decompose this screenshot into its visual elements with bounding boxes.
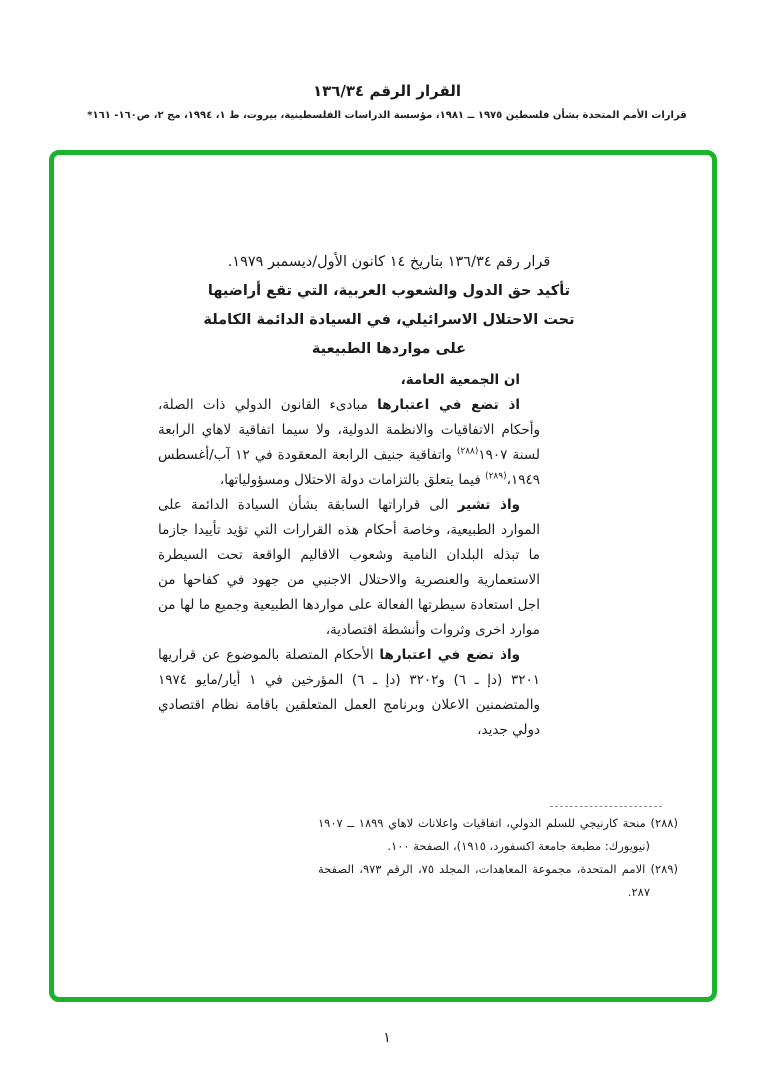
paragraph-text: الى قراراتها السابقة بشأن السيادة الدائمة على الموارد الطبيعية، وخاصة أحكام هذه القرارات التي تؤيد تأييدا جازما ما تبذله البلدان النامية وشعوب الاقاليم الواقعة تحت السيطرة الاستعمارية والعنصرية والاحتلال الاجنبي من جهود في كفاحها من اجل استعادة سيطرتها الفعالة على مواردها الطبيعية وجميع ما لها من موارد اخرى وثروات وأنشطة اقتصادية، <box>158 497 540 638</box>
paragraph-text: واتفاقية جنيف الرابعة المعقودة في ١٢ آب/أغسطس ١٩٤٩، <box>158 447 540 488</box>
resolution-title <box>174 248 604 364</box>
source-citation: قرارات الأمم المتحدة بشأن فلسطين ١٩٧٥ ــ ١٩٨١، مؤسسة الدراسات الفلسطينية، بيروت، ط ١، ١٩٩٤، مج ٢، ص١٦٠- ١٦١* <box>87 110 687 121</box>
paragraph-bearing-in-mind <box>158 643 540 743</box>
paragraph-recalling <box>158 493 540 643</box>
page-number: ١ <box>383 1030 391 1046</box>
resolution-title-line-2: تأكيد حق الدول والشعوب العربية، التي تقع أراضيها <box>207 283 571 299</box>
footnote-288: (٢٨٨) منحة كارنيجي للسلم الدولي، اتفاقيات واعلانات لاهاي ١٨٩٩ ــ ١٩٠٧ (نيويورك: مطبعة جامعة اكسفورد، ١٩١٥)، الصفحة ١٠٠. <box>318 816 678 853</box>
paragraph-lead: واذ تشير <box>457 497 520 513</box>
footnote-separator <box>550 806 662 807</box>
paragraph-lead: واذ تضع في اعتبارها <box>379 647 521 663</box>
footnotes-block <box>318 812 678 904</box>
footnote-ref-289: (٢٨٩) <box>485 471 507 482</box>
opening-paragraph <box>158 368 540 393</box>
resolution-title-line-4: على مواردها الطبيعية <box>311 341 467 357</box>
resolution-title-line-3: تحت الاحتلال الاسرائيلي، في السيادة الدائمة الكاملة <box>203 312 575 328</box>
resolution-body <box>158 368 540 743</box>
footnote-289: (٢٨٩) الامم المتحدة، مجموعة المعاهدات، المجلد ٧٥، الرقم ٩٧٣، الصفحة ٢٨٧. <box>318 862 678 899</box>
paragraph-considering <box>158 393 540 493</box>
footnote-ref-288: (٢٨٨) <box>456 446 479 457</box>
paragraph-text: فيما يتعلق بالتزامات دولة الاحتلال ومسؤولياتها، <box>219 472 486 488</box>
paragraph-text: مبادىء القانون الدولي ذات الصلة، وأحكام الاتفاقيات والانظمة الدولية، ولا سيما اتفاقية لاهاي الرابعة لسنة ١٩٠٧ <box>158 397 540 463</box>
page-header-title: القرار الرقم ١٣٦/٣٤ <box>312 82 462 100</box>
document-box <box>49 150 717 1002</box>
paragraph-text: الأحكام المتصلة بالموضوع عن قراريها ٣٢٠١ (دإ ـ ٦) و٣٢٠٢ (دإ ـ ٦) المؤرخين في ١ أيار/مايو ١٩٧٤ والمتضمنين الاعلان وبرنامج العمل المتعلقين باقامة نظام اقتصادي دولي جديد، <box>158 647 540 738</box>
opening-text: ان الجمعية العامة، <box>400 372 520 388</box>
resolution-title-line-1: قرار رقم ١٣٦/٣٤ بتاريخ ١٤ كانون الأول/ديسمبر ١٩٧٩. <box>227 254 551 270</box>
paragraph-lead: اذ تضع في اعتبارها <box>377 397 520 413</box>
